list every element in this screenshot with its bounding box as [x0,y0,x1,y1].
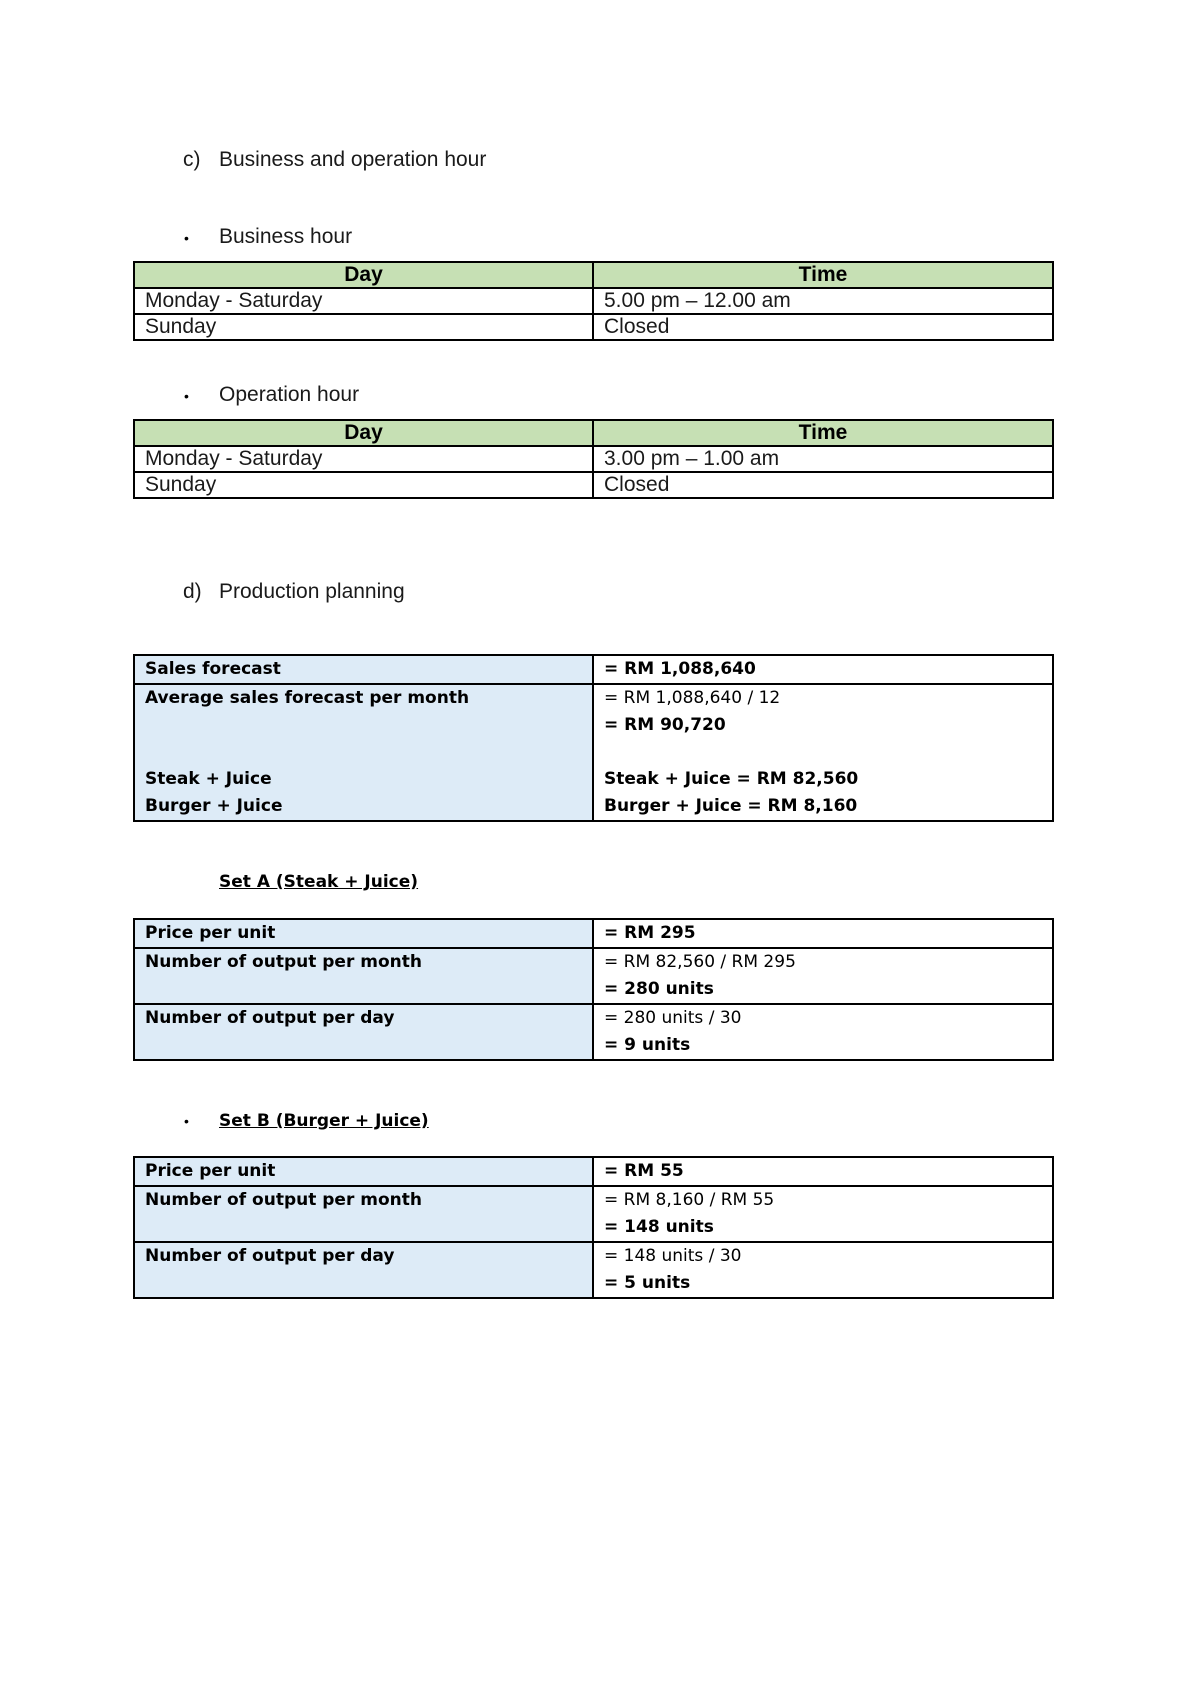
table-header-row [134,262,1053,288]
header-time: Time [593,262,1053,288]
label-cell: Sales forecast [134,655,593,684]
value-cell [593,948,1053,1004]
month-value: = 148 units [604,1217,714,1237]
table-row [134,288,1053,314]
table-row [134,1157,1053,1186]
label-cell: Number of output per month [134,948,593,1004]
sales-forecast-table [133,654,1054,822]
operation-hour-table [133,419,1054,499]
month-calc: = RM 82,560 / RM 295 [604,952,796,972]
avg-label: Average sales forecast per month [145,688,470,708]
operation-hour-bullet: • [184,388,189,404]
section-c-title: Business and operation hour [219,148,487,171]
section-d-marker: d) [183,580,202,603]
month-value: = 280 units [604,979,714,999]
day-cell: Monday - Saturday [134,446,593,472]
day-value: = 9 units [604,1035,691,1055]
time-cell: Closed [593,472,1053,498]
label-cell [134,684,593,821]
value-cell [593,1186,1053,1242]
time-cell: 5.00 pm – 12.00 am [593,288,1053,314]
business-hour-table [133,261,1054,341]
day-cell: Sunday [134,314,593,340]
table-row [134,655,1053,684]
header-day: Day [134,420,593,446]
table-row [134,919,1053,948]
label-cell: Number of output per day [134,1242,593,1298]
day-cell: Sunday [134,472,593,498]
steak-label: Steak + Juice [145,769,272,789]
business-hour-label: Business hour [219,225,353,248]
section-d-heading [183,580,405,604]
burger-label: Burger + Juice [145,796,283,816]
table-row [134,314,1053,340]
table-row [134,684,1053,821]
table-row [134,446,1053,472]
month-calc: = RM 8,160 / RM 55 [604,1190,775,1210]
value-cell [593,1242,1053,1298]
avg-value: = RM 90,720 [604,715,726,735]
set-a-table [133,918,1054,1061]
set-b-bullet: • [184,1113,189,1129]
value-cell [593,1004,1053,1060]
operation-hour-label: Operation hour [219,383,360,406]
day-cell: Monday - Saturday [134,288,593,314]
day-value: = 5 units [604,1273,691,1293]
avg-calc: = RM 1,088,640 / 12 [604,688,781,708]
value-cell: = RM 55 [593,1157,1053,1186]
table-row [134,1004,1053,1060]
day-calc: = 280 units / 30 [604,1008,742,1028]
section-c-marker: c) [183,148,201,171]
header-time: Time [593,420,1053,446]
section-c-heading [183,148,486,172]
time-cell: 3.00 pm – 1.00 am [593,446,1053,472]
label-cell: Price per unit [134,1157,593,1186]
table-row [134,1242,1053,1298]
header-day: Day [134,262,593,288]
label-cell: Number of output per day [134,1004,593,1060]
set-b-heading: Set B (Burger + Juice) [219,1111,429,1131]
burger-value: Burger + Juice = RM 8,160 [604,796,858,816]
time-cell: Closed [593,314,1053,340]
table-row [134,948,1053,1004]
day-calc: = 148 units / 30 [604,1246,742,1266]
business-hour-bullet: • [184,230,189,246]
value-cell [593,684,1053,821]
value-cell: = RM 295 [593,919,1053,948]
table-header-row [134,420,1053,446]
table-row [134,1186,1053,1242]
set-b-table [133,1156,1054,1299]
set-a-heading: Set A (Steak + Juice) [219,872,419,892]
label-cell: Number of output per month [134,1186,593,1242]
section-d-title: Production planning [219,580,405,603]
label-cell: Price per unit [134,919,593,948]
table-row [134,472,1053,498]
steak-value: Steak + Juice = RM 82,560 [604,769,859,789]
value-cell: = RM 1,088,640 [593,655,1053,684]
